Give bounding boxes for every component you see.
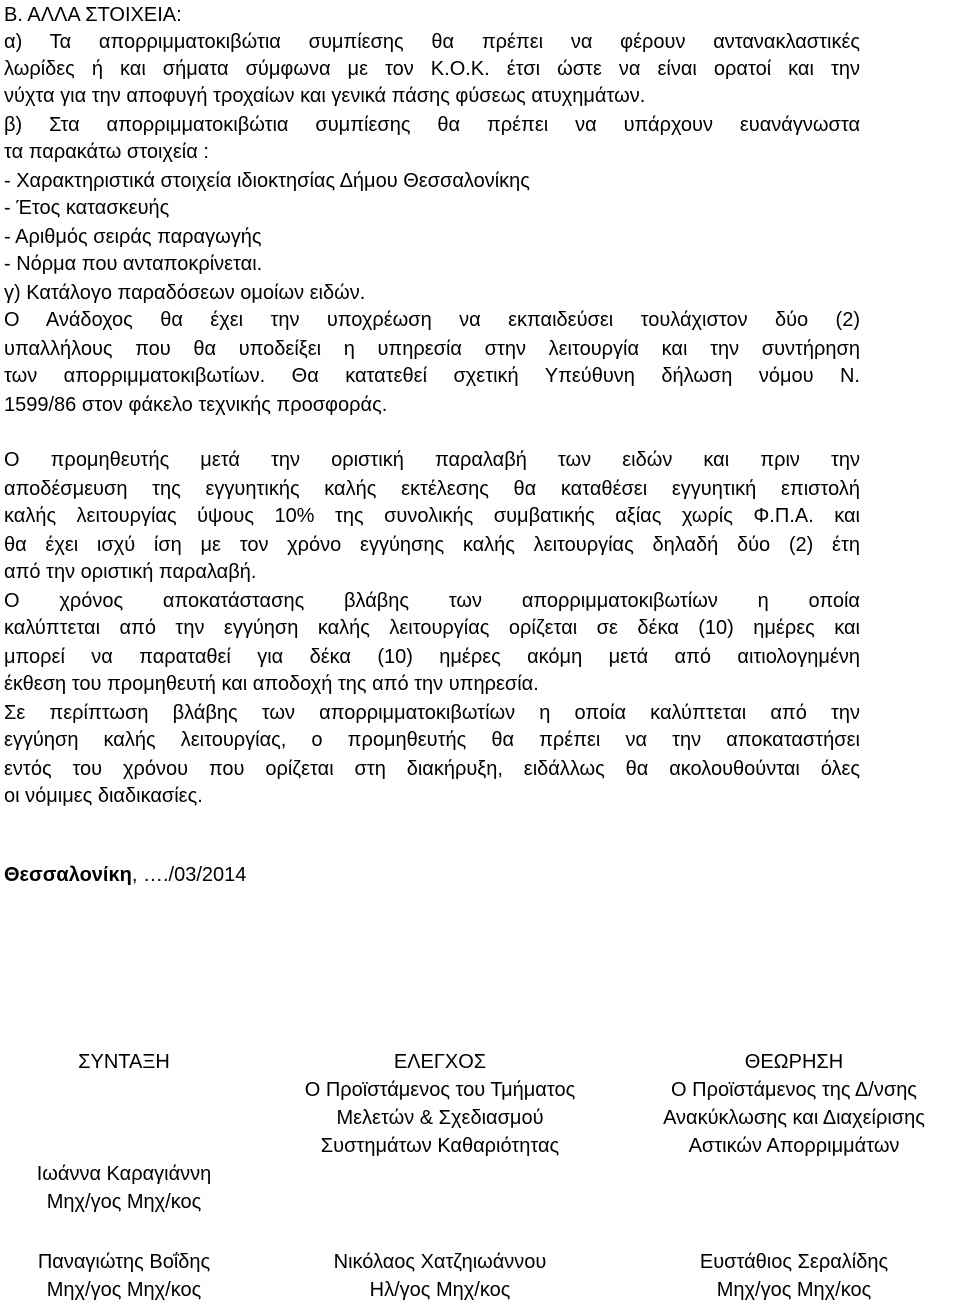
signatory-title: Μηχ/γος Μηχ/κος xyxy=(716,1279,872,1301)
failure-line-4: οι νόμιμες διαδικασίες. xyxy=(4,785,203,807)
signature-heading: ΘΕΩΡΗΣΗ xyxy=(744,1051,844,1073)
training-line-4: 1599/86 στον φάκελο τεχνικής προσφοράς. xyxy=(4,394,388,416)
repair-line-4: έκθεση του προμηθευτή και αποδοχή της από την υπηρεσία. xyxy=(4,673,539,695)
signatory-role: Ανακύκλωσης και Διαχείρισης xyxy=(663,1107,925,1129)
signatory-role: Μελετών & Σχεδιασμού xyxy=(336,1107,544,1129)
signature-checked xyxy=(260,1048,620,1160)
signatory-role: Αστικών Απορριμμάτων xyxy=(688,1135,900,1157)
failure-line-1: Σε περίπτωση βλάβης των απορριμματοκιβωτίων η οποία καλύπτεται από την xyxy=(4,702,860,724)
signatory-role: Συστημάτων Καθαριότητας xyxy=(320,1135,560,1157)
signatory-name: Νικόλαος Χατζηιωάννου xyxy=(333,1251,547,1273)
repair-line-1: Ο χρόνος αποκατάστασης βλάβης των απορριμματοκιβωτίων η οποία xyxy=(4,590,860,612)
para-b-line-1: β) Στα απορριμματοκιβώτια συμπίεσης θα πρέπει να υπάρχουν ευανάγνωστα xyxy=(4,114,860,136)
place: Θεσσαλονίκη xyxy=(4,864,132,886)
date: , …./03/2014 xyxy=(131,864,247,886)
guarantee-line-3: καλής λειτουργίας ύψους 10% της συνολικής συμβατικής αξίας χωρίς Φ.Π.Α. και xyxy=(4,505,860,527)
guarantee-line-1: Ο προμηθευτής μετά την οριστική παραλαβή των ειδών και πριν την xyxy=(4,449,860,471)
signatory-name: Παναγιώτης Βοΐδης xyxy=(37,1251,211,1273)
repair-line-2: καλύπτεται από την εγγύηση καλής λειτουργίας ορίζεται σε δέκα (10) ημέρες και xyxy=(4,617,860,639)
guarantee-line-4: θα έχει ισχύ ίση με τον χρόνο εγγύησης καλής λειτουργίας δηλαδή δύο (2) έτη xyxy=(4,534,860,556)
signatory-name: Ευστάθιος Σεραλίδης xyxy=(699,1251,889,1273)
list-item: - Χαρακτηριστικά στοιχεία ιδιοκτησίας Δήμου Θεσσαλονίκης xyxy=(4,170,530,192)
section-heading: Β. ΑΛΛΑ ΣΤΟΙΧΕΙΑ: xyxy=(4,4,182,26)
signature-heading: ΕΛΕΓΧΟΣ xyxy=(393,1051,487,1073)
signature-checked-signer xyxy=(260,1248,620,1304)
failure-line-2: εγγύηση καλής λειτουργίας, ο προμηθευτής θα πρέπει να την αποκαταστήσει xyxy=(4,729,860,751)
signatory-role: Ο Προϊστάμενος του Τμήματος xyxy=(304,1079,576,1101)
signature-approved-signer xyxy=(632,1248,956,1304)
signatory-title: Μηχ/γος Μηχ/κος xyxy=(46,1191,202,1213)
signature-composed-first xyxy=(4,1160,244,1216)
failure-line-3: εντός του χρόνου που ορίζεται στη διακήρυξη, ειδάλλως θα ακολουθούνται όλες xyxy=(4,758,860,780)
signature-composed xyxy=(4,1048,244,1076)
signature-composed-second xyxy=(4,1248,244,1304)
para-a-line-1: α) Τα απορριμματοκιβώτια συμπίεσης θα πρέπει να φέρουν αντανακλαστικές xyxy=(4,31,860,53)
place-date xyxy=(4,862,246,889)
repair-line-3: μπορεί να παραταθεί για δέκα (10) ημέρες ακόμη μετά από αιτιολογημένη xyxy=(4,646,860,668)
para-b-line-2: τα παρακάτω στοιχεία : xyxy=(4,141,209,163)
guarantee-line-5: από την οριστική παραλαβή. xyxy=(4,561,257,583)
para-a-line-2: λωρίδες ή και σήματα σύμφωνα με τον Κ.Ο.Κ. έτσι ώστε να είναι ορατοί και την xyxy=(4,58,860,80)
para-c: γ) Κατάλογο παραδόσεων ομοίων ειδών. xyxy=(4,282,366,304)
training-line-3: των απορριμματοκιβωτίων. Θα κατατεθεί σχετική Υπεύθυνη δήλωση νόμου Ν. xyxy=(4,365,860,387)
para-a-line-3: νύχτα για την αποφυγή τροχαίων και γενικά πάσης φύσεως ατυχημάτων. xyxy=(4,85,646,107)
signature-heading: ΣΥΝΤΑΞΗ xyxy=(78,1051,170,1073)
training-line-2: υπαλλήλους που θα υποδείξει η υπηρεσία στην λειτουργία και την συντήρηση xyxy=(4,338,860,360)
list-item: - Έτος κατασκευής xyxy=(4,197,170,219)
signatory-title: Μηχ/γος Μηχ/κος xyxy=(46,1279,202,1301)
training-line-1: Ο Ανάδοχος θα έχει την υποχρέωση να εκπαιδεύσει τουλάχιστον δύο (2) xyxy=(4,309,860,331)
guarantee-line-2: αποδέσμευση της εγγυητικής καλής εκτέλεσης θα καταθέσει εγγυητική επιστολή xyxy=(4,478,860,500)
list-item: - Αριθμός σειράς παραγωγής xyxy=(4,226,262,248)
list-item: - Νόρμα που ανταποκρίνεται. xyxy=(4,253,263,275)
signature-approved xyxy=(632,1048,956,1160)
signatory-role: Ο Προϊστάμενος της Δ/νσης xyxy=(671,1079,917,1101)
signatory-title: Ηλ/γος Μηχ/κος xyxy=(369,1279,511,1301)
signatory-name: Ιωάννα Καραγιάννη xyxy=(36,1163,212,1185)
